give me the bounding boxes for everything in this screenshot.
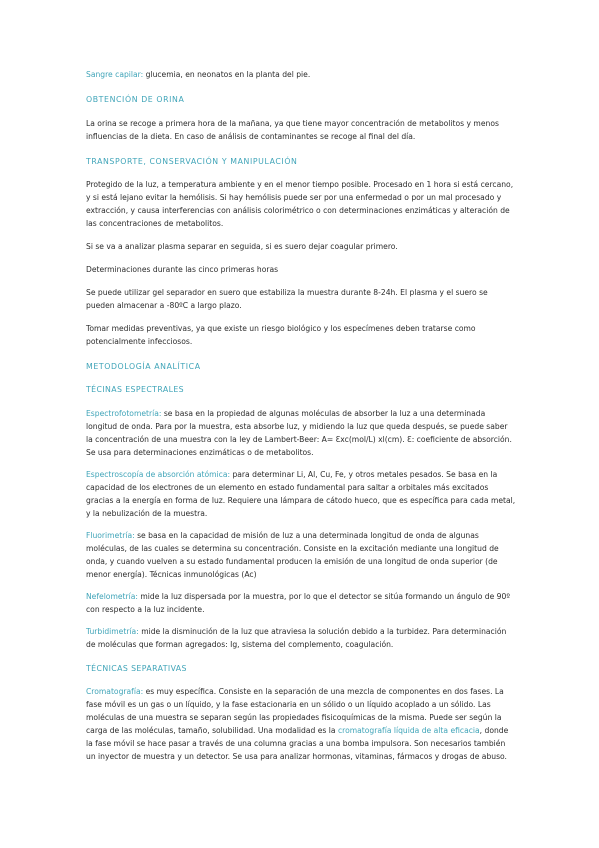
blood-text: glucemia, en neonatos en la planta del pie. <box>143 70 311 79</box>
blood-paragraph <box>86 68 516 81</box>
cromatografia-paragraph <box>86 685 516 763</box>
absorcion-atomica-text: para determinar Li, Al, Cu, Fe, y otros metales pesados. Se basa en la capacidad de los electrones de un elemento en estado fundamental para saltar a orbitales más excitados gracias a la energía en forma de luz. Requiere una lámpara de cátodo hueco, que es específica para cada metal, y la nebulización de la muestra. <box>86 470 516 518</box>
transporte-paragraph-5: Tomar medidas preventivas, ya que existe un riesgo biológico y los especímenes deben tratarse como potencialmente infecciosos. <box>86 324 476 346</box>
espectrofotometria-paragraph <box>86 407 516 459</box>
hplc-term: cromatografía líquida de alta eficacia <box>337 726 480 735</box>
espectrales-heading: TÉCINAS ESPECTRALES <box>86 385 184 394</box>
orina-heading: OBTENCIÓN DE ORINA <box>86 95 185 104</box>
transporte-heading: TRANSPORTE, CONSERVACIÓN Y MANIPULACIÓN <box>86 157 298 166</box>
transporte-paragraph-3: Determinaciones durante las cinco primeras horas <box>86 265 279 274</box>
orina-paragraph: La orina se recoge a primera hora de la mañana, ya que tiene mayor concentración de metabolitos y menos influencias de la dieta. En caso de análisis de contaminantes se recoge al final del día. <box>86 119 499 141</box>
document-page <box>86 68 516 763</box>
separativas-heading: TÉCNICAS SEPARATIVAS <box>86 664 187 673</box>
transporte-paragraph-4: Se puede utilizar gel separador en suero que estabiliza la muestra durante 8-24h. El plasma y el suero se pueden almacenar a -80ºC a largo plazo. <box>86 288 488 310</box>
nefelometria-paragraph <box>86 590 516 616</box>
espectrofotometria-text: se basa en la propiedad de algunas moléculas de absorber la luz a una determinada longitud de onda. Para por la muestra, esta absorbe luz, y midiendo la luz que queda después, se puede saber la concentración de una muestra con la ley de Lambert-Beer: A= Ɛxc(mol/L) xl(cm). Ɛ: coeficiente de absorción. Se usa para determinaciones enzimáticas o de metabolitos. <box>86 409 512 457</box>
turbidimetria-paragraph <box>86 625 516 651</box>
espectrofotometria-term: Espectrofotometría: <box>86 409 162 418</box>
transporte-paragraph-2: Si se va a analizar plasma separar en seguida, si es suero dejar coagular primero. <box>86 242 398 251</box>
cromatografia-term: Cromatografía: <box>86 687 144 696</box>
metodologia-heading: METODOLOGÍA ANALÍTICA <box>86 362 201 371</box>
cromatografia-text-1: es muy específica. Consiste en la separación de una mezcla de componentes en dos fases. La fase móvil es un gas o un líquido, y la fase estacionaria en un sólido o un líquido acoplado a un sólido. Las moléculas de una muestra se separan según las propiedades fisicoquímicas de la misma. Puede ser según la carga de las moléculas, tamaño, solubilidad. Una modalidad es la <box>86 687 504 735</box>
transporte-paragraph-1: Protegido de la luz, a temperatura ambiente y en el menor tiempo posible. Procesado en 1 hora si está cercano, y si está lejano evitar la hemólisis. Si hay hemólisis puede ser por una enfermedad o por un mal procesado y extracción, y causa interferencias con análisis colorimétrico o con determinaciones enzimáticas y alteración de las concentraciones de metabolitos. <box>86 180 514 228</box>
nefelometria-text: mide la luz dispersada por la muestra, por lo que el detector se sitúa formando un ángulo de 90º con respecto a la luz incidente. <box>86 592 510 614</box>
nefelometria-term: Nefelometría: <box>86 592 138 601</box>
fluorimetria-paragraph <box>86 529 516 581</box>
fluorimetria-text: se basa en la capacidad de misión de luz a una determinada longitud de onda de algunas moléculas, de las cuales se determina su concentración. Consiste en la excitación mediante una longitud de onda, y cuando vuelven a su estado fundamental producen la emisión de una longitud de onda superior (de menor energía). Técnicas inmunológicas (Ac) <box>86 531 499 579</box>
fluorimetria-term: Fluorimetría: <box>86 531 135 540</box>
turbidimetria-term: Turbidimetría: <box>86 627 139 636</box>
cromatografia-text-2: , donde la fase móvil se hace pasar a través de una columna gracias a una bomba impulsora. Son necesarios también un inyector de muestra y un detector. Se usa para analizar hormonas, vitaminas, fármacos y drogas de abuso. <box>86 726 509 761</box>
absorcion-atomica-paragraph <box>86 468 516 520</box>
turbidimetria-text: mide la disminución de la luz que atraviesa la solución debido a la turbidez. Para determinación de moléculas que forman agregados: Ig, sistema del complemento, coagulación. <box>86 627 507 649</box>
blood-label: Sangre capilar: <box>86 70 144 79</box>
absorcion-atomica-term: Espectroscopía de absorción atómica: <box>86 470 231 479</box>
